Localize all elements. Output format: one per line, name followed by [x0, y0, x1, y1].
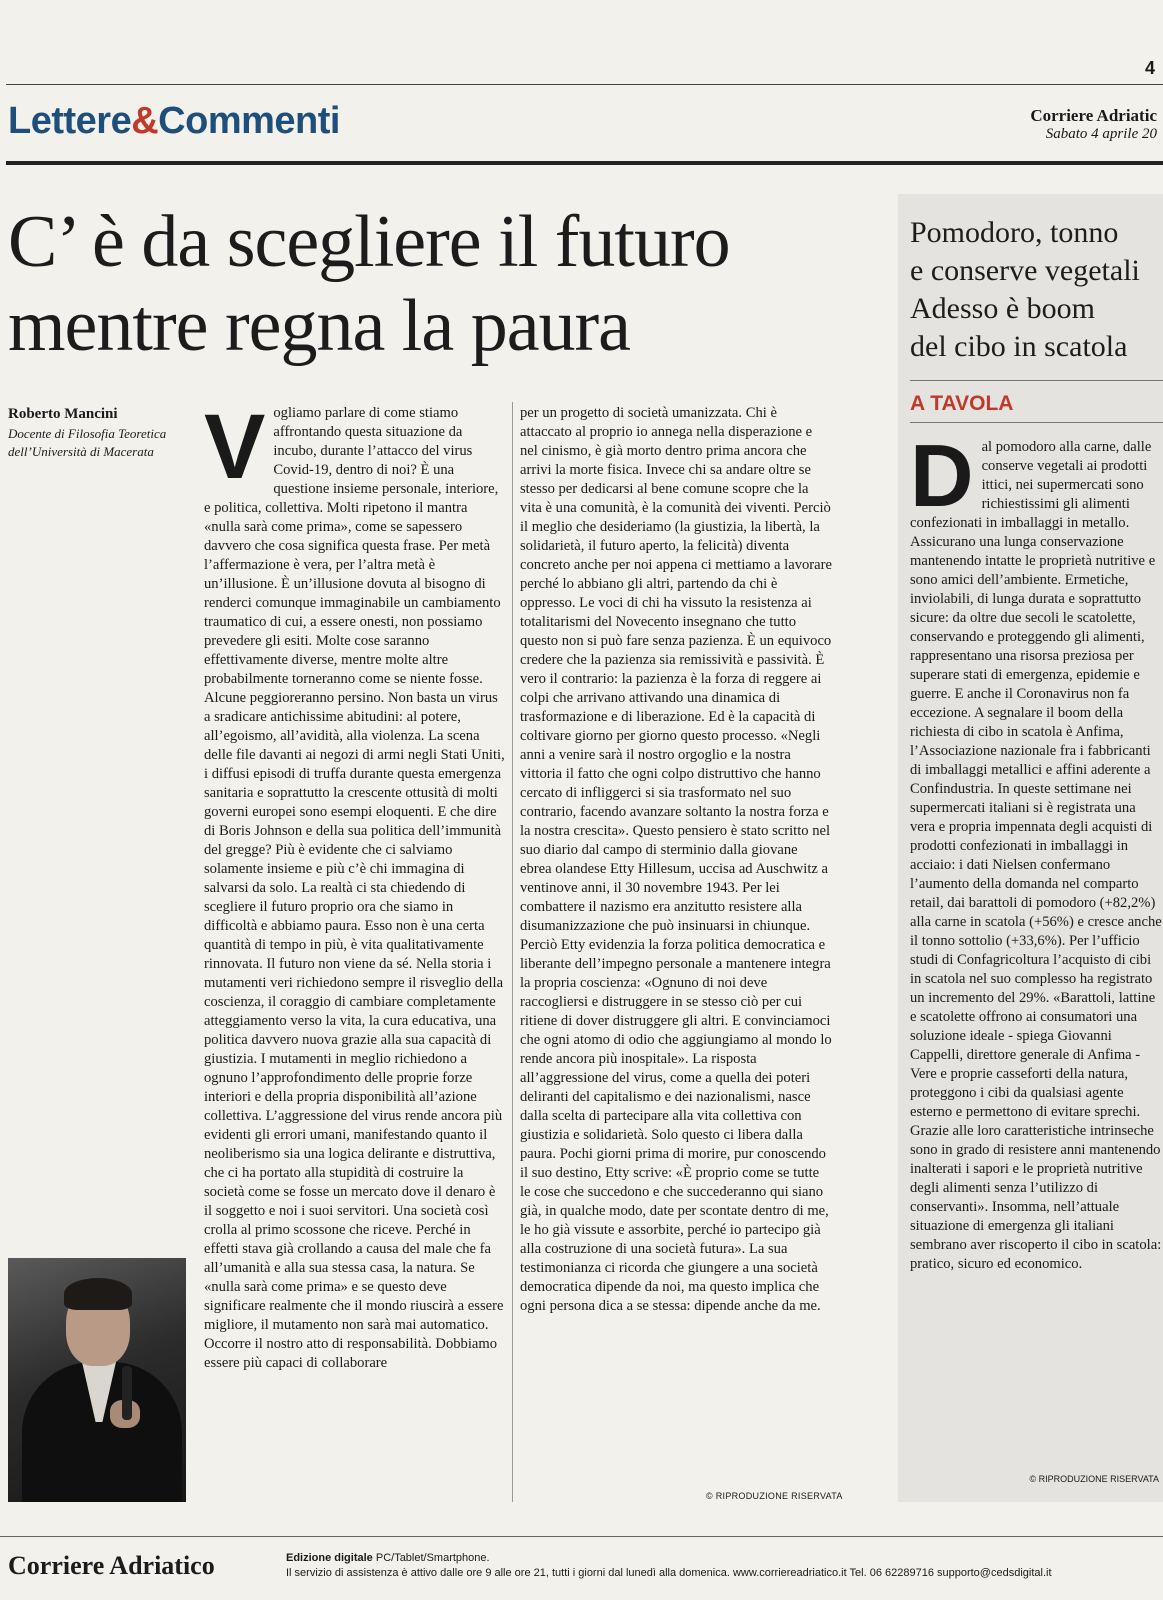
issue-date: Sabato 4 aprile 20: [1045, 126, 1157, 142]
article-headline: [8, 200, 868, 368]
headline-line-1: C’ è da scegliere il futuro: [8, 201, 730, 283]
headline-line-2: mentre regna la paura: [8, 285, 631, 367]
article-copyright: © RIPRODUZIONE RISERVATA: [706, 1491, 843, 1501]
footer-rule: [0, 1536, 1163, 1537]
article-dropcap: V: [204, 404, 266, 498]
footer-brand: Corriere Adriatico: [8, 1551, 215, 1580]
footer-info: [286, 1551, 1156, 1581]
photo-hair: [64, 1278, 132, 1310]
sidebar-copyright: © RIPRODUZIONE RISERVATA: [1029, 1474, 1159, 1484]
article-column-1: [204, 404, 506, 1500]
sidebar-headline-line-1: Pomodoro, tonno: [910, 216, 1119, 249]
sidebar-text: al pomodoro alla carne, dalle conserve vegetali ai prodotti ittici, nei supermercati sono richiestissimi gli alimenti confezionati in imballaggi in metallo. Assicurano una lunga conservazione mantenendo intatte le proprietà nutritive e sono amici dell’ambiente. Ermetiche, inviolabili, di lunga durata e soprattutto sicure: da oltre due secoli le scatolette, conservando e proteggendo gli alimenti, rappresentano una risorsa preziosa per superare stati di emergenza, epidemie e guerre. E anche il Coronavirus non fa eccezione. A segnalare il boom della richiesta di cibo in scatola è Anfima, l’Associazione nazionale fra i fabbricanti di imballaggi metallici e affini aderente a Confindustria. In queste settimane nei supermercati italiani si è registrata una vera e propria impennata degli acquisti di prodotti confezionati in imballaggi in acciaio: i dati Nielsen confermano l’aumento della domanda nel comparto retail, dai barattoli di pomodoro (+82,2%) alla carne in scatola (+56%) e cresce anche il tonno sottolio (+33,6%). Per l’ufficio studi di Confagricoltura l’acquisto di cibi in scatola nel suo complesso ha registrato un incremento del 29%. «Barattoli, lattine e scatolette offrono ai consumatori una soluzione ideale - spiega Giovanni Cappelli, direttore generale di Anfima - Vere e proprie casseforti della natura, proteggono i cibi da qualsiasi agente esterno e permettono di evitare sprechi. Grazie alle loro caratteristiche intrinseche sono in grado di resistere anni mantenendo inalterati i sapori e le proprietà nutritive degli alimenti senza l’utilizzo di conservanti». Insomma, nell’attuale situazione di emergenza gli italiani sembrano aver riscoperto il cibo in scatola: pratico, sicuro ed economico.: [910, 439, 1162, 1272]
column-divider: [512, 402, 513, 1502]
sidebar-rule-top: [910, 380, 1163, 381]
header-rule: [6, 161, 1163, 165]
sidebar-body: [910, 438, 1162, 1438]
sidebar-article: [898, 194, 1163, 1502]
sidebar-headline-line-4: del cibo in scatola: [910, 330, 1128, 363]
footer-edition-devices: PC/Tablet/Smartphone.: [372, 1552, 490, 1564]
paper-name: Corriere Adriatic: [1030, 106, 1157, 125]
masthead-right: [1030, 106, 1157, 143]
sidebar-rule-bottom: [910, 422, 1163, 423]
footer-service-info: Il servizio di assistenza è attivo dalle ore 9 alle ore 21, tutti i giorni dal lunedì alla domenica. www.corriereadriatico.it Tel. 06 62289716 supporto@cedsdigital.it: [286, 1567, 1052, 1579]
footer-edition-label: Edizione digitale: [286, 1552, 373, 1564]
sidebar-headline: [910, 214, 1163, 366]
sidebar-dropcap: D: [910, 438, 974, 525]
article-text-col2: per un progetto di società umanizzata. Chi è attaccato al proprio io annega nella disperazione e nel cinismo, è già morto dentro prima ancora che arrivi la morte fisica. Invece chi sa andare oltre se stesso per dedicarsi al bene comune scopre che la vita è una comunità, è la comunità dei viventi. Perciò il meglio che desideriamo (la giustizia, la libertà, la solidarietà, il futuro aperto, la felicità) diventa concreto anche per noi appena ci mettiamo a lavorare perché lo abbiano gli altri, partendo da chi è oppresso. Le voci di chi ha vissuto la resistenza ai totalitarismi del Novecento insegnano che tutto questo non si può fare senza pazienza. È un equivoco credere che la pazienza sia remissività e passività. È vero il contrario: la pazienza è la forza di reggere ai colpi che arrivano attivando una dinamica di trasformazione e di liberazione. Ed è la capacità di coltivare giorno per giorno questo processo. «Negli anni a venire sarà il nostro orgoglio e la nostra vittoria il fatto che ogni colpo distruttivo che hanno cercato di infliggerci si sia trasformato nel suo contrario, facendo avanzare soltanto la nostra forza e la nostra crescita». Questo pensiero è stato scritto nel suo diario dal campo di sterminio dalla giovane ebrea olandese Etty Hillesum, uccisa ad Auschwitz a ventinove anni, il 30 novembre 1943. Per lei combattere il nazismo era anzitutto resistere alla disumanizzazione che può insinuarsi in chiunque. Perciò Etty evidenzia la forza politica democratica e liberante dell’impegno personale a mantenere integra la propria coscienza: «Ognuno di noi deve raccogliersi e distruggere in se stesso ciò per cui ritiene di dover distruggere gli altri. E convinciamoci che ogni atomo di odio che aggiungiamo al mondo lo rende ancora più inospitale». La risposta all’aggressione del virus, come a quella dei poteri deliranti del capitalismo e dei nazionalismi, nasce dalla scelta di partecipare alla vita collettiva con giustizia e solidarietà. Solo questo ci libera dalla paura. Pochi giorni prima di morire, pur conoscendo il suo destino, Etty scrive: «È proprio come se tutte le cose che succedono e che succederanno qui siano già, in qualche modo, date per scontate dentro di me, le ho già vissute e assorbite, perché io partecipo già alla costruzione di una società futura». La sua testimonianza ci ricorda che giungere a una società democratica dipende da noi, ma questo implica che ogni persona dica a se stessa: dipende anche da me.: [520, 405, 832, 1314]
article-text-col1: ogliamo parlare di come stiamo affrontando questa situazione da incubo, durante l’attacco del virus Covid-19, dentro di noi? È una questione insieme personale, interiore, e politica, collettiva. Molti ripetono il mantra «nulla sarà come prima», come se sapessero davvero che cosa significa questa frase. Per metà l’affermazione è vera, per l’altra metà è un’illusione. È un’illusione dovuta al bisogno di renderci comunque immaginabile un cambiamento traumatico di cui, a essere onesti, non possiamo prevedere gli esiti. Molte cose saranno effettivamente diverse, mentre molte altre probabilmente torneranno come se niente fosse. Alcune peggioreranno persino. Non basta un virus a sradicare antichissime abitudini: al potere, all’egoismo, all’avidità, alla violenza. La scena delle file davanti ai negozi di armi negli Stati Uniti, i diffusi episodi di truffa durante questa emergenza sanitaria e soprattutto la crescente ottusità di molti governi europei sono esempi eloquenti. E che dire di Boris Johnson e della sua politica dell’immunità del gregge? Più è evidente che ci salviamo solamente insieme e più c’è chi immagina di salvarsi da solo. La realtà ci sta chiedendo di scegliere il futuro proprio ora che siamo in difficoltà e abbiamo paura. Esso non è una certa quantità di tempo in più, è vita qualitativamente rinnovata. Il futuro non viene da sé. Nella storia i mutamenti veri richiedono sempre il risveglio della coscienza, il coraggio di cambiare completamente atteggiamento verso la vita, la cura educativa, una politica davvero nuova grazie alla sua capacità di giustizia. I mutamenti in meglio richiedono a ognuno l’approfondimento delle proprie forze interiori e della propria disponibilità all’azione collettiva. L’aggressione del virus rende ancora più evidenti gli errori umani, manifestando quanto il neoliberismo sia una logica delirante e distruttiva, che ci ha portato alla stupidità di costruire la società come se fosse un mercato dove il denaro è il soggetto e noi i suoi servitori. Una società così crolla al primo scossone che riceve. Perché in effetti stava già crollando a causa del male che fa all’umanità e alla sua stessa casa, la natura. Se «nulla sarà come prima» e se questo deve significare realmente che il mondo riuscirà a essere migliore, il mutamento non sarà mai automatico. Occorre il nostro atto di responsabilità. Dobbiamo essere più capaci di collaborare: [204, 405, 505, 1371]
section-title-commenti: Commenti: [158, 100, 340, 142]
section-title: [8, 100, 340, 143]
author-role: Docente di Filosofia Teoretica dell’Università di Macerata: [8, 426, 167, 459]
article-column-2: [520, 404, 832, 1482]
section-title-lettere: Lettere: [8, 100, 132, 142]
sidebar-headline-line-2: e conserve vegetali: [910, 254, 1140, 287]
author-name: Roberto Mancini: [8, 406, 118, 422]
section-title-ampersand: &: [131, 100, 159, 142]
sidebar-headline-line-3: Adesso è boom: [910, 292, 1095, 325]
byline: [8, 406, 188, 461]
top-rule: [6, 84, 1163, 85]
author-photo: [8, 1258, 186, 1502]
page-number: 4: [1144, 58, 1155, 78]
microphone-icon: [122, 1366, 132, 1420]
sidebar-kicker: A TAVOLA: [910, 392, 1014, 415]
